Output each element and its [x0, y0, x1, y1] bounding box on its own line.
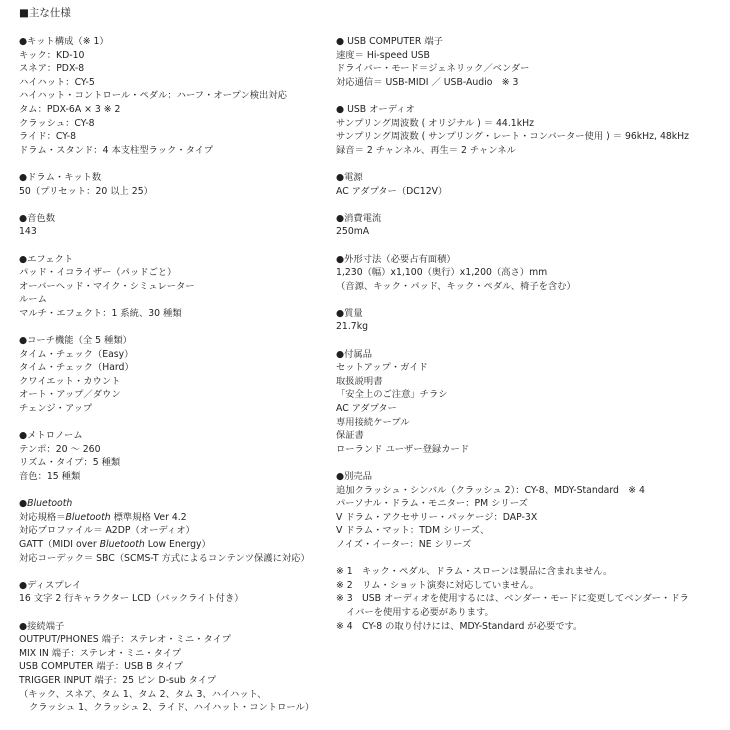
spec-line: 取扱説明書: [336, 375, 383, 387]
spec-line: 録音＝ 2 チャンネル、再生＝ 2 チャンネル: [336, 144, 516, 156]
spec-line: ドラム・スタンド：4 本支柱型ラック・タイプ: [19, 144, 214, 156]
section-heading: ●電源: [336, 171, 363, 183]
spec-line: V ドラム・アクセサリー・パッケージ：DAP-3X: [336, 511, 538, 523]
bluetooth-word: Bluetooth: [65, 511, 111, 523]
spec-line: 対応コーデック＝ SBC（SCMS-T 方式によるコンテンツ保護に対応）: [19, 552, 310, 564]
section-heading: ●メトロノーム: [19, 430, 83, 442]
right-column: [336, 35, 721, 633]
spec-section: [19, 334, 334, 416]
spec-section: [19, 35, 334, 157]
spec-section: [19, 212, 334, 239]
spec-line: 専用接続ケーブル: [336, 416, 410, 428]
spec-line: クワイエット・カウント: [19, 375, 121, 387]
spec-line: タム：PDX-6A × 3 ※ 2: [19, 103, 121, 115]
spec-line: ライド：CY-8: [19, 131, 77, 143]
section-heading: ●ドラム・キット数: [19, 171, 102, 183]
spec-line: セットアップ・ガイド: [336, 362, 428, 374]
spec-section: [19, 253, 334, 321]
spec-line: 速度＝ Hi-speed USB: [336, 49, 430, 61]
spec-line: 「安全上のご注意」チラシ: [336, 389, 448, 401]
section-heading: ●接続端子: [19, 620, 65, 632]
text: 対応規格＝: [19, 511, 66, 523]
spec-line: OUTPUT/PHONES 端子：ステレオ・ミニ・タイプ: [19, 634, 231, 646]
footnote: ※ 4 CY-8 の取り付けには、MDY-Standard が必要です。: [336, 620, 583, 632]
spec-line: 保証書: [336, 430, 364, 442]
text: 標準規格 Ver 4.2: [110, 511, 187, 523]
spec-line: サンプリング周波数 ( サンプリング・レート・コンバーター使用 ) ＝ 96kHz, 48kHz: [336, 131, 690, 143]
spec-section: [336, 348, 721, 457]
page-title: ■主な仕様: [19, 7, 71, 19]
spec-line: テンポ：20 ～ 260: [19, 443, 101, 455]
section-heading: ●別売品: [336, 471, 373, 482]
spec-line: オート・アップ／ダウン: [19, 389, 121, 401]
spec-line: タイム・チェック（Easy）: [19, 348, 134, 360]
spec-line: 250mA: [336, 226, 370, 238]
section-heading: ● USB オーディオ: [336, 103, 415, 115]
spec-line: 143: [19, 226, 37, 238]
spec-line: スネア：PDX-8: [19, 63, 85, 75]
spec-line: 音色：15 種類: [19, 471, 81, 482]
spec-line: ノイズ・イーター：NE シリーズ: [336, 538, 472, 550]
spec-line: タイム・チェック（Hard）: [19, 362, 134, 374]
spec-line: AC アダプター: [336, 403, 397, 415]
footnotes: [336, 565, 721, 633]
spec-line: MIX IN 端子：ステレオ・ミニ・タイプ: [19, 647, 182, 659]
spec-line: オーバーヘッド・マイク・シミュレーター: [19, 280, 195, 292]
spec-line: パーソナル・ドラム・モニター：PM シリーズ: [336, 498, 528, 510]
spec-line: サンプリング周波数 ( オリジナル ) ＝ 44.1kHz: [336, 117, 534, 129]
spec-line: ハイハット：CY-5: [19, 76, 95, 88]
footnote: ※ 2 リム・ショット演奏に対応していません。: [336, 579, 539, 591]
left-column: [19, 35, 334, 728]
section-heading: ●キット構成（※ 1）: [19, 36, 109, 47]
spec-line: クラッシュ：CY-8: [19, 117, 95, 129]
spec-line: 21.7kg: [336, 321, 368, 333]
section-heading: ●音色数: [19, 212, 56, 224]
section-heading: ●コーチ機能（全 5 種類）: [19, 335, 132, 347]
spec-line: ドライバー・モード＝ジェネリック／ベンダー: [336, 63, 530, 75]
spec-section: [336, 171, 721, 198]
text: GATT（MIDI over: [19, 538, 100, 550]
spec-section: [336, 253, 721, 294]
footnote: ※ 3 USB オーディオを使用するには、ベンダー・モードに変更してベンダー・ドラ: [336, 593, 689, 605]
spec-line: 50（プリセット：20 以上 25）: [19, 185, 153, 197]
spec-line: ルーム: [19, 294, 47, 306]
spec-line: [19, 538, 334, 552]
spec-line: ハイハット・コントロール・ペダル：ハーフ・オープン検出対応: [19, 90, 287, 102]
section-heading: ●エフェクト: [19, 253, 74, 265]
spec-line: 16 文字 2 行キャラクター LCD（バックライト付き）: [19, 593, 244, 605]
spec-line: 1,230（幅）x1,100（奥行）x1,200（高さ）mm: [336, 267, 548, 279]
bluetooth-heading: Bluetooth: [27, 498, 73, 510]
footnote: イバーを使用する必要があります。: [346, 606, 494, 618]
text: Low Energy）: [144, 538, 211, 550]
spec-section: [336, 307, 721, 334]
section-heading: ●質量: [336, 307, 363, 319]
spec-section: [336, 212, 721, 239]
spec-line: （音源、キック・パッド、キック・ペダル、椅子を含む）: [336, 280, 576, 292]
spec-section: [336, 35, 721, 89]
spec-line: [19, 511, 334, 525]
section-heading: ● USB COMPUTER 端子: [336, 36, 443, 47]
spec-line: （キック、スネア、タム 1、タム 2、タム 3、ハイハット、: [19, 688, 267, 700]
spec-line: キック：KD-10: [19, 49, 85, 61]
spec-line: チェンジ・アップ: [19, 403, 93, 415]
spec-line: ローランド ユーザー登録カード: [336, 443, 470, 455]
section-heading: ●ディスプレイ: [19, 579, 82, 591]
section-heading: ●外形寸法（必要占有面積）: [336, 253, 456, 265]
spec-line: リズム・タイプ：5 種類: [19, 457, 121, 469]
spec-line: 対応通信＝ USB-MIDI ／ USB-Audio ※ 3: [336, 76, 519, 88]
spec-section: [336, 103, 721, 157]
section-heading: ●消費電流: [336, 212, 382, 224]
spec-line: 対応プロファイル＝ A2DP（オーディオ）: [19, 525, 195, 537]
spec-line: マルチ・エフェクト：1 系統、30 種類: [19, 307, 182, 319]
spec-section: [19, 171, 334, 198]
section-heading: [19, 497, 334, 511]
spec-line: パッド・イコライザー（パッドごと）: [19, 267, 177, 279]
spec-line: USB COMPUTER 端子：USB B タイプ: [19, 661, 183, 673]
spec-section: [19, 579, 334, 606]
spec-line: TRIGGER INPUT 端子：25 ピン D-sub タイプ: [19, 674, 217, 686]
footnote: ※ 1 キック・ペダル、ドラム・スローンは製品に含まれません。: [336, 566, 613, 578]
spec-section-bluetooth: [19, 497, 334, 565]
spec-line: AC アダプター（DC12V）: [336, 185, 448, 197]
spec-section: [336, 470, 721, 552]
spec-line: クラッシュ 1、クラッシュ 2、ライド、ハイハット・コントロール）: [29, 702, 315, 714]
bluetooth-word: Bluetooth: [99, 538, 145, 550]
spec-line: V ドラム・マット：TDM シリーズ、: [336, 525, 490, 537]
spec-section: [19, 429, 334, 483]
spec-line: 追加クラッシュ・シンバル（クラッシュ 2）：CY-8、MDY-Standard ※ 4: [336, 484, 645, 496]
heading-bullet: ●: [19, 498, 28, 510]
section-heading: ●付属品: [336, 348, 373, 360]
spec-section: [19, 620, 334, 715]
